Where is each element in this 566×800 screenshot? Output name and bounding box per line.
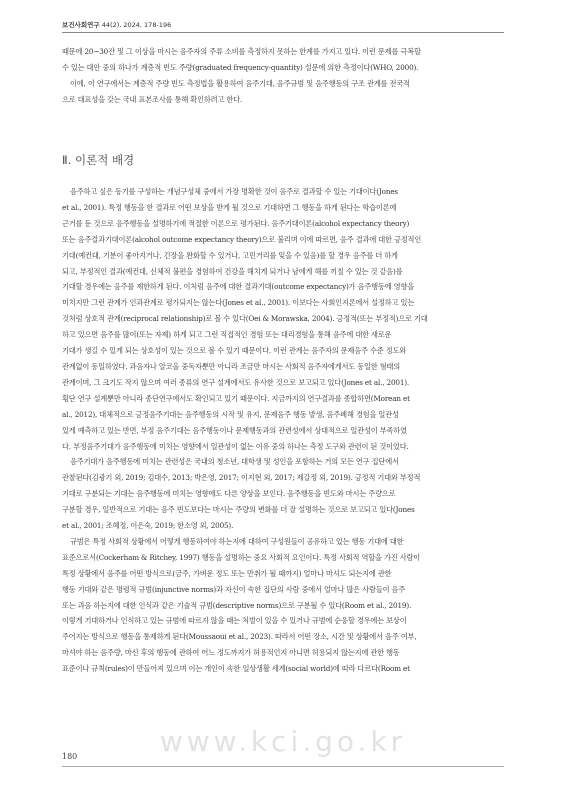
journal-citation: 44(2), 2024, 178-196	[101, 21, 172, 29]
text-line: et al., 2001). 특정 행동을 한 결과로 어떤 보상을 받게 될 것으로 기대하면 그 행동을 하게 된다는 학습이론에	[62, 202, 397, 212]
journal-name: 보건사회연구	[62, 21, 100, 29]
text-line: 있게 예측하고 있는 반면, 부정 음주기대는 음주행동이나 문제행동과의 관련성에서 상대적으로 일관성이 부족하였	[62, 425, 407, 435]
text-line: 때문에 20~30잔 및 그 이상을 마시는 음주자의 주류 소비를 측정하지 못하는 한계를 가지고 있다. 이런 문제를 극복할	[62, 47, 421, 56]
text-line: 규범은 특정 사회적 상황에서 어떻게 행동하여야 하는지에 대하여 구성원들이 공유하고 있는 행동 기대에 대한	[70, 536, 404, 546]
text-line: 표준이나 규칙(rules)이 만들어져 있으며 이는 개인이 속한 일상생활 세계(social world)에 따라 다르다(Room et	[62, 664, 410, 674]
text-line: 기대가 생길 수 있게 되는 상호성이 있는 것으로 볼 수 있기 때문이다. 이런 관계는 음주자의 문제음주 수준 정도와	[62, 346, 407, 356]
text-line: 음주기대가 음주행동에 미치는 관련성은 국내의 청소년, 대학생 및 성인을 포함하는 거의 모든 연구 집단에서	[70, 457, 399, 467]
intro-paragraph	[62, 44, 504, 108]
text-line: 주어지는 방식으로 행동을 통제하게 된다(Moussaoui et al., 2023). 따라서 어떤 장소, 시간 및 상황에서 음주 여부,	[62, 632, 417, 642]
text-line: 으로 대표성을 갖는 국내 표본조사를 통해 확인하려고 한다.	[62, 94, 243, 104]
text-line: al., 2012), 대체적으로 긍정음주기대는 음주행동의 시작 및 유지, 문제음주 행동 발생, 음주폐해 경험을 일관성	[62, 409, 399, 419]
text-line: 기대할 경우에는 음주를 제한하게 된다. 이처럼 음주에 대한 결과기대(outcome expectancy)가 음주행동에 영향을	[62, 282, 415, 292]
text-line: 다. 부정음주기대가 음주행동에 미치는 영향에서 일관성이 없는 이유 중의 하나는 측정 도구와 관련이 된 것이었다.	[62, 441, 409, 451]
theory-paragraphs	[62, 184, 504, 677]
text-line: 이렇게 기대하거나 인식하고 있는 규범에 따르지 않을 때는 처벌이 있을 수 있거나 규범에 순응할 경우에는 보상이	[62, 616, 407, 626]
text-line: 횡단 연구 설계뿐만 아니라 종단연구에서도 확인되고 있기 때문이다. 지금까지의 연구결과를 종합하면(Morean et	[62, 393, 410, 403]
text-line: 하고 있으면 음주를 많이(또는 자제) 하게 되고 그런 직접적인 경험 또는 대리경험을 통해 음주에 대한 새로운	[62, 330, 392, 340]
text-line: 음주하고 싶은 동기를 구성하는 개념구성체 중에서 가장 명확한 것이 음주로 결과할 수 있는 기대이다(Jones	[70, 187, 398, 196]
page-number: 180	[62, 752, 78, 761]
text-line: 근거를 둔 것으로 음주행동을 설명하기에 적절한 이론으로 평가된다. 음주기대이론(alcohol expectancy theory)	[62, 218, 410, 228]
footer-rule	[62, 766, 504, 767]
watermark: www.kci.go.kr	[159, 725, 407, 758]
text-line: 마셔야 하는 음주량, 마신 후의 행동에 관하여 어느 정도까지가 허용적인지 아니면 허용되지 않는지에 관한 행동	[62, 648, 400, 658]
text-line: 기대로 구분되는 기대는 음주행동에 미치는 영향에도 다른 양상을 보인다. 음주행동을 빈도와 마시는 주량으로	[62, 489, 396, 499]
text-line: 되고, 부정적인 결과(예컨대, 신체적 불편을 경험하여 건강을 해치게 되거나 남에게 해를 끼칠 수 있는 것 같음)를	[62, 266, 403, 276]
section-title: Ⅱ. 이론적 배경	[62, 153, 135, 167]
text-line: 또는 음주결과기대이론(alcohol outcome expectancy theory)으로 불리며 이에 따르면, 음주 결과에 대한 긍정적인	[62, 234, 422, 244]
text-line: et al., 2001; 조혜정, 이은숙, 2019; 한소영 외, 2005).	[62, 521, 234, 531]
text-line: 표준으로서(Cockerham & Ritchey, 1997) 행동을 설명하는 중요 사회적 요인이다. 특정 사회적 역할을 가진 사람이	[62, 552, 421, 562]
text-line: 수 있는 대안 중의 하나가 계층적 빈도 주량(graduated frequency-quantity) 설문에 의한 측정이다(WHO, 2000).	[62, 62, 419, 72]
text-line: 미치지만 그런 관계가 인과관계로 평가되지는 않는다(Jones et al., 2001). 이보다는 사회인지론에서 설정하고 있는	[62, 298, 415, 308]
text-line: 관찰된다(김광기 외, 2019; 김대수, 2013; 박은영, 2017; 이지현 외, 2017; 제갈정 외, 2019). 긍정적 기대와 부정적	[62, 473, 421, 483]
running-header	[62, 20, 171, 29]
text-line: 이에, 이 연구에서는 계층적 주량 빈도 측정법을 활용하여 음주기대, 음주규범 및 음주행동의 구조 관계를 전국적	[70, 78, 410, 88]
text-line: 또는 과음 하는지에 대한 인식과 같은 기술적 규범(descriptive norms)으로 구분될 수 있다(Room et al., 2019).	[62, 600, 412, 610]
text-line: 구분할 경우, 일반적으로 기대는 음주 빈도보다는 마시는 주량의 변화를 더 잘 설명하는 것으로 보고되고 있다(Jones	[62, 505, 415, 515]
text-line: 관계없이 동일하였다. 과음자나 알코올 중독자뿐만 아니라 조금만 마시는 사회적 음주자에게서도 동일한 형태의	[62, 361, 401, 371]
text-line: 것처럼 상호적 관계(reciprocal relationship)로 볼 수 있다(Oei & Morawska, 2004). 긍정적(또는 부정적)으로 기대	[62, 314, 428, 324]
header-rule	[62, 32, 504, 33]
text-line: 관계이며, 그 크기도 작지 않으며 여러 종류의 연구 설계에서도 유사한 것으로 보고되고 있다(Jones et al., 2001).	[62, 377, 410, 387]
text-line: 행동 기대와 같은 명령적 규범(injunctive norms)과 자신이 속한 집단의 사람 중에서 얼마나 많은 사람들이 음주	[62, 584, 406, 594]
text-line: 특정 상황에서 음주를 어떤 방식으로(금주, 가벼운 정도 또는 만취가 될 때까지) 얼마나 마셔도 되는지에 관한	[62, 568, 392, 578]
text-line: 기대(예컨대, 기분이 좋아지거나, 긴장을 완화할 수 있거나, 고민거리를 잊을 수 있음)를 할 경우 음주를 더 하게	[62, 250, 398, 260]
